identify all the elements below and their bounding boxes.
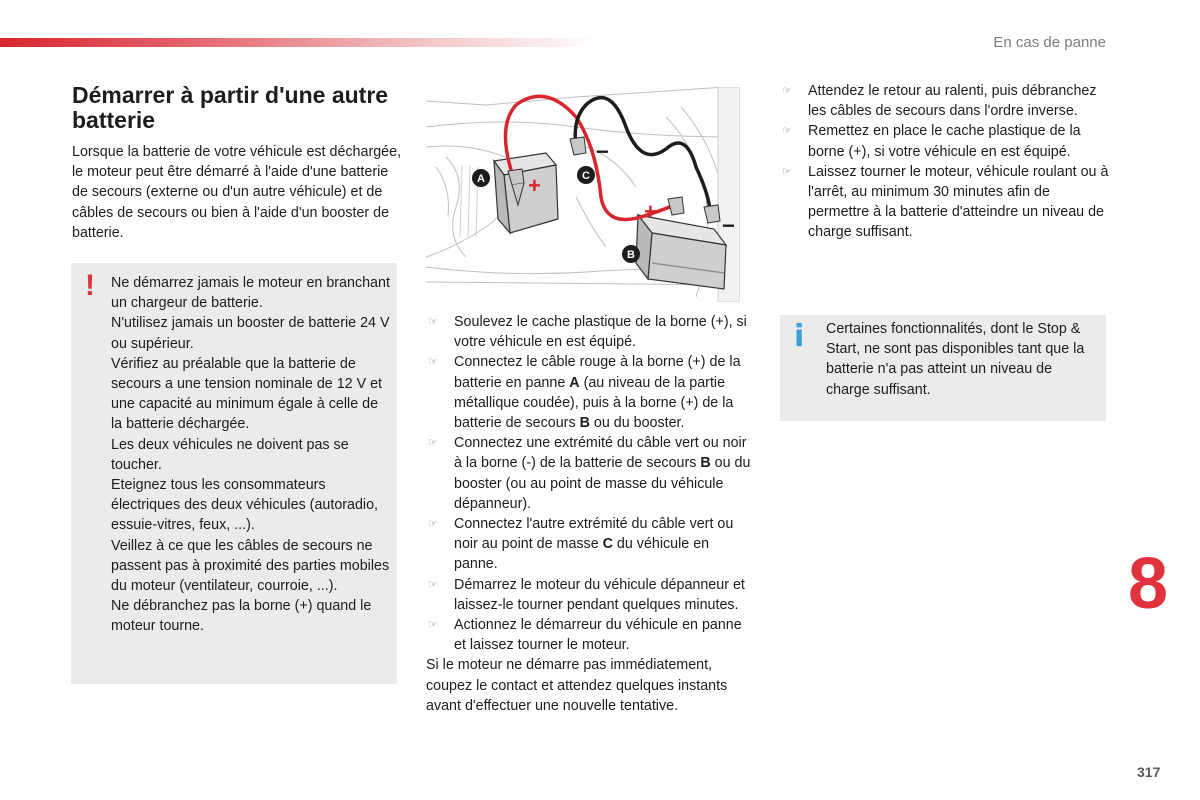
clamp-b-plus <box>668 197 684 215</box>
step-text: du véhicule en panne. <box>454 536 710 573</box>
step-text: Soulevez le cache plastique de la borne (+), si votre véhicule en est équipé. <box>454 314 747 351</box>
warning-box <box>71 263 397 684</box>
step-reference-label: A <box>569 374 580 391</box>
steps-list <box>426 312 756 655</box>
page-title: Démarrer à partir d'une autre batterie <box>72 82 389 133</box>
label-c: C <box>582 170 590 182</box>
hand-pointer-icon: ☞ <box>428 356 438 369</box>
battery-a <box>494 153 558 233</box>
clamp-c <box>570 137 586 155</box>
label-b: B <box>627 249 635 261</box>
hand-pointer-icon: ☞ <box>428 619 438 632</box>
step-text: Actionnez le démarreur du véhicule en panne et laissez tourner le moteur. <box>454 617 742 654</box>
step-text: Connectez le câble rouge à la borne (+) de la batterie en panne <box>454 354 741 391</box>
procedure-step <box>426 575 756 615</box>
step-text: Laissez tourner le moteur, véhicule roulant ou à l'arrêt, au minimum 30 minutes afin de permettre à la batterie d'atteindre un niveau de charge suffisant. <box>808 163 1109 241</box>
step-reference-label: C <box>602 536 613 553</box>
final-step <box>780 81 1110 121</box>
exclamation-icon: ! <box>85 269 95 302</box>
info-icon: i <box>794 319 805 354</box>
label-a: A <box>477 173 485 185</box>
minus-sign-c: − <box>596 139 609 164</box>
procedure-step <box>426 615 756 655</box>
step-text: Connectez l'autre extrémité du câble vert ou noir au point de masse <box>454 516 734 553</box>
step-text: (au niveau de la partie métallique coudée), puis à la borne (+) de la batterie de secours <box>454 374 734 432</box>
plus-sign-b: + <box>644 199 657 224</box>
final-steps <box>780 81 1110 243</box>
hand-pointer-icon: ☞ <box>428 316 438 328</box>
info-text: Certaines fonctionnalités, dont le Stop & Start, ne sont pas disponibles tant que la batterie n'a pas atteint un niveau de charge suffisant. <box>826 321 1085 398</box>
step-text: Remettez en place le cache plastique de la borne (+), si votre véhicule en est équipé. <box>808 123 1081 160</box>
hand-pointer-icon: ☞ <box>428 578 438 591</box>
retry-note: Si le moteur ne démarre pas immédiatement, coupez le contact et attendez quelques instants avant d'effectuer une nouvelle tentative. <box>426 657 728 714</box>
step-text: Attendez le retour au ralenti, puis débranchez les câbles de secours dans l'ordre inverse. <box>808 83 1097 120</box>
chapter-number: 8 <box>1128 544 1169 624</box>
procedure-step <box>426 433 756 514</box>
step-text: Démarrez le moteur du véhicule dépanneur et laissez-le tourner pendant quelques minutes. <box>454 576 745 613</box>
step-reference-label: B <box>579 415 590 432</box>
final-steps-list <box>780 81 1110 243</box>
minus-sign-b: − <box>722 213 735 238</box>
warning-text: Ne démarrez jamais le moteur en branchant un chargeur de batterie. N'utilisez jamais un booster de batterie 24 V ou supérieur. Vérifiez au préalable que la batterie de secours a une tension nominale de 12 V et une capacité au minimum égale à celle de la batterie déchargée. Les deux véhicules ne doivent pas se toucher. Eteignez tous les consommateurs électriques des deux véhicules (autoradio, essuie-vitres, feux, ...). Veillez à ce que les câbles de secours ne passent pas à proximité des parties mobiles du moteur (ventilateur, courroie, ...). Ne débranchez pas la borne (+) quand le moteur tourne. <box>111 275 390 635</box>
step-text: ou du booster. <box>589 415 685 432</box>
hand-pointer-icon: ☞ <box>782 85 792 97</box>
page-number: 317 <box>1137 764 1161 780</box>
procedure-step <box>426 312 756 352</box>
hand-pointer-icon: ☞ <box>428 437 438 450</box>
battery-b <box>636 215 726 289</box>
plus-sign-a: + <box>528 173 541 198</box>
clamp-b-minus <box>704 205 720 223</box>
procedure-steps <box>426 312 756 716</box>
hand-pointer-icon: ☞ <box>428 518 438 531</box>
info-box <box>780 315 1106 421</box>
final-step <box>780 121 1110 161</box>
step-reference-label: B <box>700 455 711 472</box>
intro-paragraph: Lorsque la batterie de votre véhicule est déchargée, le moteur peut être démarré à l'aide d'une batterie de secours (externe ou d'un autre véhicule) et de câbles de secours ou bien à l'aide d'un booster de batterie. <box>72 144 402 241</box>
header-accent-bar <box>0 38 600 47</box>
step-text: ou du booster (ou au point de masse du véhicule dépanneur). <box>454 455 751 512</box>
procedure-step <box>426 352 756 433</box>
hand-pointer-icon: ☞ <box>782 125 792 138</box>
section-header: En cas de panne <box>993 34 1106 51</box>
hand-pointer-icon: ☞ <box>782 165 792 178</box>
final-step <box>780 162 1110 243</box>
step-text: Connectez une extrémité du câble vert ou noir à la borne (-) de la batterie de secours <box>454 435 747 472</box>
procedure-step <box>426 514 756 575</box>
jump-start-diagram <box>426 87 740 302</box>
